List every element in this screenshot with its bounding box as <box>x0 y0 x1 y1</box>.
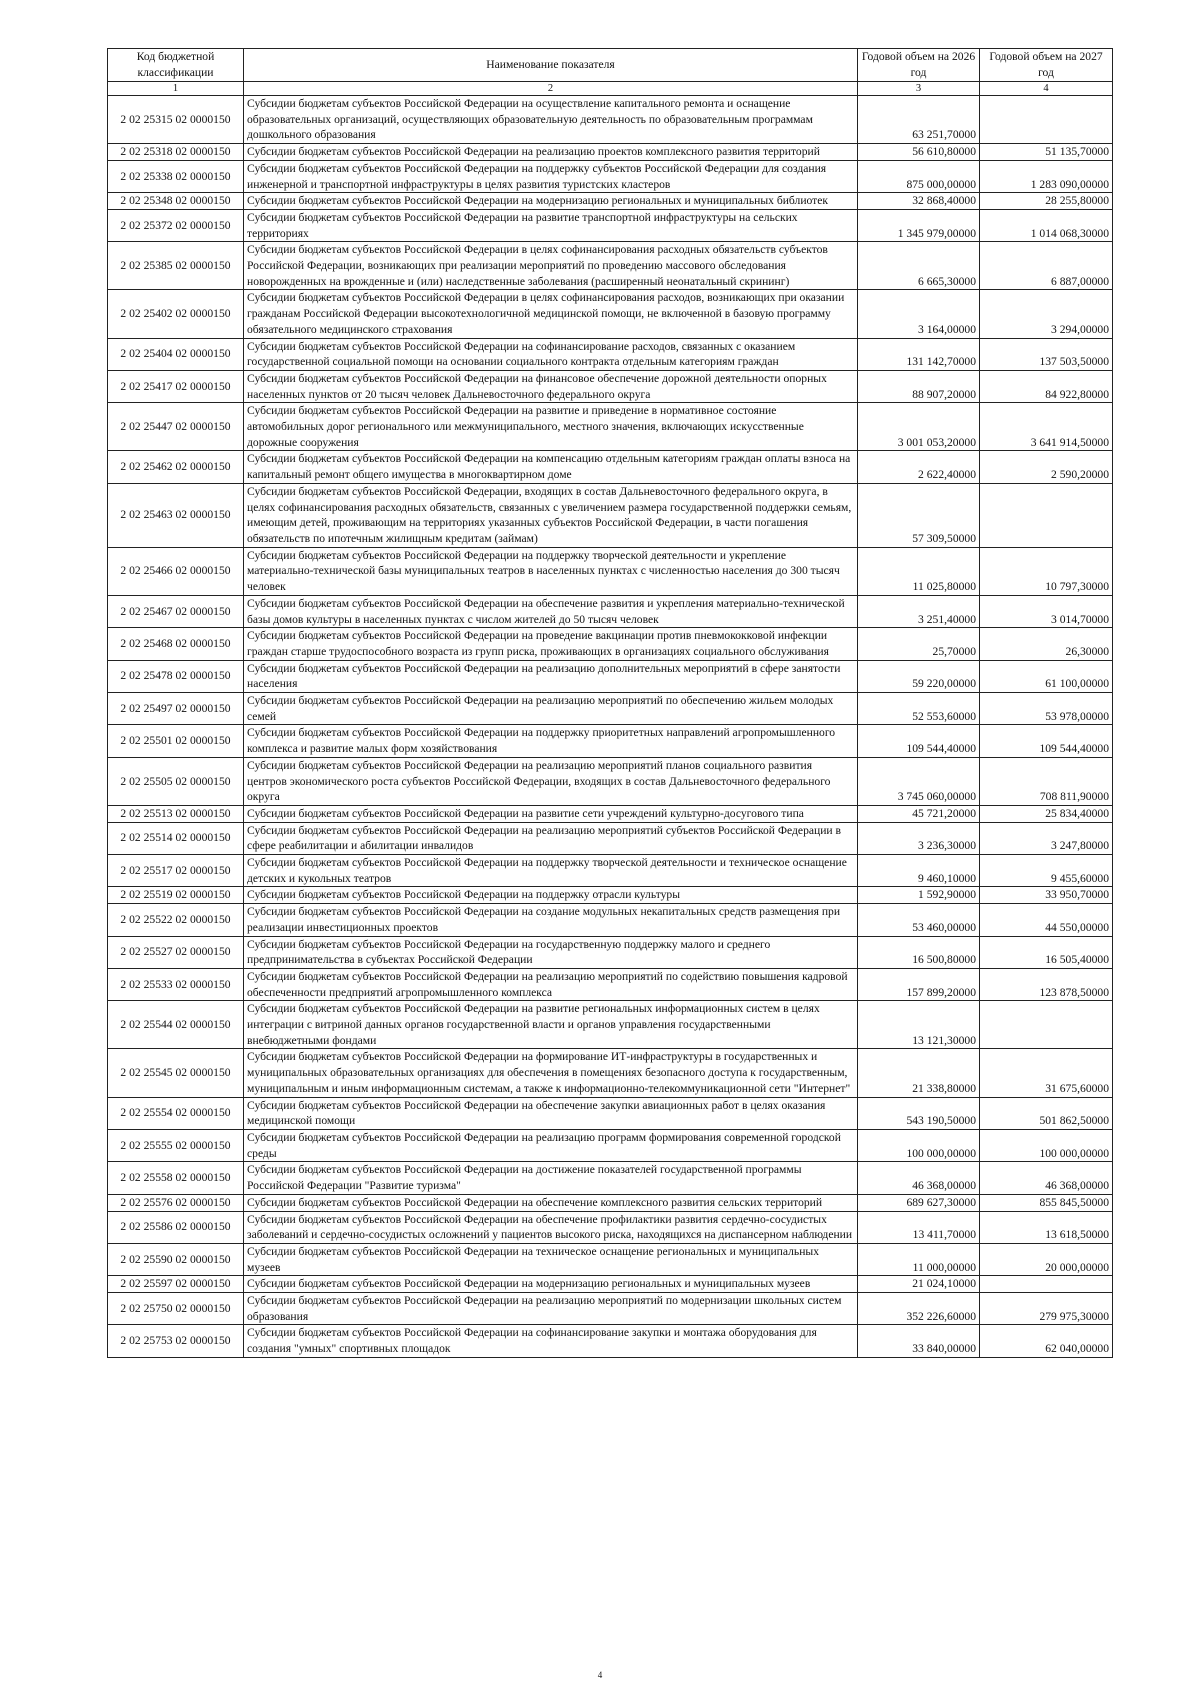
row-code: 2 02 25467 02 0000150 <box>108 595 244 627</box>
row-value-2026: 25,70000 <box>858 628 980 660</box>
row-name: Субсидии бюджетам субъектов Российской Федерации на реализацию мероприятий по содействию повышения кадровой обеспеченности предприятий агропромышленного комплекса <box>244 968 858 1000</box>
row-code: 2 02 25590 02 0000150 <box>108 1243 244 1275</box>
row-value-2027 <box>980 1001 1113 1049</box>
table-row <box>108 1293 1113 1325</box>
row-name: Субсидии бюджетам субъектов Российской Федерации в целях софинансирования расходных обязательств субъектов Российской Федерации, возникающих при реализации мероприятий по проведению массового обследования новорожденных на врожденные и (или) наследственные заболевания (расширенный неонатальный скрининг) <box>244 242 858 290</box>
table-row <box>108 693 1113 725</box>
row-value-2027: 28 255,80000 <box>980 193 1113 210</box>
row-name: Субсидии бюджетам субъектов Российской Федерации на развитие сети учреждений культурно-досугового типа <box>244 805 858 822</box>
row-value-2027: 6 887,00000 <box>980 242 1113 290</box>
row-code: 2 02 25519 02 0000150 <box>108 887 244 904</box>
row-name: Субсидии бюджетам субъектов Российской Федерации на компенсацию отдельным категориям граждан оплаты взноса на капитальный ремонт общего имущества в многоквартирном доме <box>244 451 858 483</box>
row-code: 2 02 25558 02 0000150 <box>108 1162 244 1194</box>
row-value-2027: 1 014 068,30000 <box>980 209 1113 241</box>
row-value-2026: 21 338,80000 <box>858 1049 980 1097</box>
row-name: Субсидии бюджетам субъектов Российской Федерации на развитие региональных информационных систем в целях интеграции с витриной данных органов государственной власти и органов управления государственными внебюджетными фондами <box>244 1001 858 1049</box>
row-value-2026: 11 000,00000 <box>858 1243 980 1275</box>
table-row <box>108 290 1113 338</box>
row-code: 2 02 25522 02 0000150 <box>108 904 244 936</box>
row-value-2026: 3 251,40000 <box>858 595 980 627</box>
row-value-2027: 100 000,00000 <box>980 1130 1113 1162</box>
table-row <box>108 96 1113 144</box>
row-code: 2 02 25417 02 0000150 <box>108 370 244 402</box>
row-name: Субсидии бюджетам субъектов Российской Федерации на обеспечение развития и укрепления материально-технической базы домов культуры в населенных пунктах с числом жителей до 50 тысяч человек <box>244 595 858 627</box>
row-code: 2 02 25447 02 0000150 <box>108 403 244 451</box>
row-value-2026: 3 236,30000 <box>858 822 980 854</box>
table-row <box>108 209 1113 241</box>
row-value-2027: 13 618,50000 <box>980 1211 1113 1243</box>
table-row <box>108 904 1113 936</box>
row-name: Субсидии бюджетам субъектов Российской Федерации на обеспечение профилактики развития сердечно-сосудистых заболеваний и сердечно-сосудистых осложнений у пациентов высокого риска, находящихся на диспансерном наблюдении <box>244 1211 858 1243</box>
row-value-2027: 3 294,00000 <box>980 290 1113 338</box>
row-value-2026: 13 121,30000 <box>858 1001 980 1049</box>
row-value-2027: 26,30000 <box>980 628 1113 660</box>
table-row <box>108 242 1113 290</box>
row-name: Субсидии бюджетам субъектов Российской Федерации на реализацию мероприятий планов социального развития центров экономического роста субъектов Российской Федерации, входящих в состав Дальневосточного федерального округа <box>244 757 858 805</box>
row-code: 2 02 25750 02 0000150 <box>108 1293 244 1325</box>
row-name: Субсидии бюджетам субъектов Российской Федерации на поддержку приоритетных направлений агропромышленного комплекса и развитие малых форм хозяйствования <box>244 725 858 757</box>
row-value-2026: 543 190,50000 <box>858 1097 980 1129</box>
row-name: Субсидии бюджетам субъектов Российской Федерации на государственную поддержку малого и среднего предпринимательства в субъектах Российской Федерации <box>244 936 858 968</box>
header-name: Наименование показателя <box>244 49 858 82</box>
header-2027: Годовой объем на 2027 год <box>980 49 1113 82</box>
row-value-2026: 32 868,40000 <box>858 193 980 210</box>
row-code: 2 02 25404 02 0000150 <box>108 338 244 370</box>
row-value-2027: 855 845,50000 <box>980 1194 1113 1211</box>
row-value-2027: 16 505,40000 <box>980 936 1113 968</box>
row-value-2026: 352 226,60000 <box>858 1293 980 1325</box>
row-name: Субсидии бюджетам субъектов Российской Федерации на реализацию мероприятий субъектов Российской Федерации в сфере реабилитации и абилитации инвалидов <box>244 822 858 854</box>
row-name: Субсидии бюджетам субъектов Российской Федерации на создание модульных некапитальных средств размещения при реализации инвестиционных проектов <box>244 904 858 936</box>
row-value-2026: 13 411,70000 <box>858 1211 980 1243</box>
table-row <box>108 1276 1113 1293</box>
column-number: 2 <box>244 82 858 96</box>
row-value-2026: 689 627,30000 <box>858 1194 980 1211</box>
row-value-2027: 501 862,50000 <box>980 1097 1113 1129</box>
row-value-2027 <box>980 96 1113 144</box>
row-value-2027: 1 283 090,00000 <box>980 160 1113 192</box>
table-row <box>108 370 1113 402</box>
table-row <box>108 822 1113 854</box>
header-2026: Годовой объем на 2026 год <box>858 49 980 82</box>
row-code: 2 02 25555 02 0000150 <box>108 1130 244 1162</box>
row-value-2026: 109 544,40000 <box>858 725 980 757</box>
row-value-2026: 52 553,60000 <box>858 693 980 725</box>
row-name: Субсидии бюджетам субъектов Российской Федерации на обеспечение комплексного развития сельских территорий <box>244 1194 858 1211</box>
column-number: 4 <box>980 82 1113 96</box>
row-value-2027: 61 100,00000 <box>980 660 1113 692</box>
row-code: 2 02 25466 02 0000150 <box>108 547 244 595</box>
row-value-2026: 59 220,00000 <box>858 660 980 692</box>
row-value-2027 <box>980 483 1113 547</box>
row-value-2026: 57 309,50000 <box>858 483 980 547</box>
table-row <box>108 1194 1113 1211</box>
table-row <box>108 725 1113 757</box>
row-code: 2 02 25318 02 0000150 <box>108 144 244 161</box>
budget-table <box>107 48 1113 1358</box>
table-row <box>108 1001 1113 1049</box>
row-value-2026: 9 460,10000 <box>858 855 980 887</box>
row-value-2026: 3 001 053,20000 <box>858 403 980 451</box>
row-code: 2 02 25527 02 0000150 <box>108 936 244 968</box>
row-value-2026: 11 025,80000 <box>858 547 980 595</box>
row-value-2027 <box>980 1276 1113 1293</box>
row-value-2027: 279 975,30000 <box>980 1293 1113 1325</box>
row-value-2026: 53 460,00000 <box>858 904 980 936</box>
row-value-2026: 88 907,20000 <box>858 370 980 402</box>
row-value-2027: 84 922,80000 <box>980 370 1113 402</box>
row-value-2026: 45 721,20000 <box>858 805 980 822</box>
row-value-2027: 20 000,00000 <box>980 1243 1113 1275</box>
row-name: Субсидии бюджетам субъектов Российской Федерации на развитие и приведение в нормативное состояние автомобильных дорог регионального или межмуниципального, местного значения, включающих искусственные дорожные сооружения <box>244 403 858 451</box>
row-name: Субсидии бюджетам субъектов Российской Федерации на достижение показателей государственной программы Российской Федерации "Развитие туризма" <box>244 1162 858 1194</box>
row-name: Субсидии бюджетам субъектов Российской Федерации, входящих в состав Дальневосточного федерального округа, в целях софинансирования расходных обязательств, связанных с увеличением размера государственной поддержки семьям, имеющим детей, проживающим на территориях указанных субъектов Российской Федерации, в части погашения обязательств по ипотечным жилищным кредитам (займам) <box>244 483 858 547</box>
row-code: 2 02 25348 02 0000150 <box>108 193 244 210</box>
table-row <box>108 144 1113 161</box>
table-row <box>108 628 1113 660</box>
table-row <box>108 451 1113 483</box>
row-code: 2 02 25597 02 0000150 <box>108 1276 244 1293</box>
row-name: Субсидии бюджетам субъектов Российской Федерации на реализацию проектов комплексного развития территорий <box>244 144 858 161</box>
row-value-2026: 3 164,00000 <box>858 290 980 338</box>
row-code: 2 02 25517 02 0000150 <box>108 855 244 887</box>
row-name: Субсидии бюджетам субъектов Российской Федерации на проведение вакцинации против пневмококковой инфекции граждан старше трудоспособного возраста из групп риска, проживающих в организациях социального обслуживания <box>244 628 858 660</box>
row-value-2026: 1 345 979,00000 <box>858 209 980 241</box>
row-code: 2 02 25554 02 0000150 <box>108 1097 244 1129</box>
row-code: 2 02 25514 02 0000150 <box>108 822 244 854</box>
header-row <box>108 49 1113 82</box>
table-row <box>108 1211 1113 1243</box>
row-value-2026: 3 745 060,00000 <box>858 757 980 805</box>
table-row <box>108 160 1113 192</box>
row-value-2027: 2 590,20000 <box>980 451 1113 483</box>
table-row <box>108 1325 1113 1357</box>
row-value-2027: 3 014,70000 <box>980 595 1113 627</box>
row-value-2027: 3 247,80000 <box>980 822 1113 854</box>
row-value-2026: 56 610,80000 <box>858 144 980 161</box>
row-name: Субсидии бюджетам субъектов Российской Федерации на формирование ИТ-инфраструктуры в государственных и муниципальных образовательных организациях для обеспечения в помещениях безопасного доступа к государственным, муниципальным и иным информационным системам, а также к информационно-телекоммуникационной сети "Интернет" <box>244 1049 858 1097</box>
row-code: 2 02 25505 02 0000150 <box>108 757 244 805</box>
row-name: Субсидии бюджетам субъектов Российской Федерации на финансовое обеспечение дорожной деятельности опорных населенных пунктов от 20 тысяч человек Дальневосточного федерального округа <box>244 370 858 402</box>
row-name: Субсидии бюджетам субъектов Российской Федерации на осуществление капитального ремонта и оснащение образовательных организаций, осуществляющих образовательную деятельность по образовательным программам дошкольного образования <box>244 96 858 144</box>
row-name: Субсидии бюджетам субъектов Российской Федерации на модернизацию региональных и муниципальных музеев <box>244 1276 858 1293</box>
row-value-2027: 10 797,30000 <box>980 547 1113 595</box>
row-code: 2 02 25385 02 0000150 <box>108 242 244 290</box>
table-row <box>108 595 1113 627</box>
row-value-2027: 137 503,50000 <box>980 338 1113 370</box>
table-row <box>108 338 1113 370</box>
row-value-2026: 100 000,00000 <box>858 1130 980 1162</box>
column-number: 1 <box>108 82 244 96</box>
table-row <box>108 660 1113 692</box>
row-code: 2 02 25586 02 0000150 <box>108 1211 244 1243</box>
table-row <box>108 1097 1113 1129</box>
row-code: 2 02 25338 02 0000150 <box>108 160 244 192</box>
row-value-2027: 31 675,60000 <box>980 1049 1113 1097</box>
row-code: 2 02 25545 02 0000150 <box>108 1049 244 1097</box>
row-value-2027: 9 455,60000 <box>980 855 1113 887</box>
row-value-2027: 3 641 914,50000 <box>980 403 1113 451</box>
row-value-2027: 53 978,00000 <box>980 693 1113 725</box>
row-code: 2 02 25372 02 0000150 <box>108 209 244 241</box>
table-row <box>108 887 1113 904</box>
row-value-2026: 1 592,90000 <box>858 887 980 904</box>
row-value-2026: 21 024,10000 <box>858 1276 980 1293</box>
row-value-2026: 16 500,80000 <box>858 936 980 968</box>
row-code: 2 02 25513 02 0000150 <box>108 805 244 822</box>
row-value-2026: 157 899,20000 <box>858 968 980 1000</box>
row-code: 2 02 25463 02 0000150 <box>108 483 244 547</box>
row-value-2026: 63 251,70000 <box>858 96 980 144</box>
row-name: Субсидии бюджетам субъектов Российской Федерации на поддержку отрасли культуры <box>244 887 858 904</box>
row-value-2026: 131 142,70000 <box>858 338 980 370</box>
row-name: Субсидии бюджетам субъектов Российской Федерации на развитие транспортной инфраструктуры на сельских территориях <box>244 209 858 241</box>
row-value-2026: 2 622,40000 <box>858 451 980 483</box>
table-row <box>108 1130 1113 1162</box>
row-value-2027: 33 950,70000 <box>980 887 1113 904</box>
row-name: Субсидии бюджетам субъектов Российской Федерации на обеспечение закупки авиационных работ в целях оказания медицинской помощи <box>244 1097 858 1129</box>
row-value-2027: 123 878,50000 <box>980 968 1113 1000</box>
row-name: Субсидии бюджетам субъектов Российской Федерации на техническое оснащение региональных и муниципальных музеев <box>244 1243 858 1275</box>
row-name: Субсидии бюджетам субъектов Российской Федерации на реализацию программ формирования современной городской среды <box>244 1130 858 1162</box>
row-code: 2 02 25544 02 0000150 <box>108 1001 244 1049</box>
row-value-2026: 33 840,00000 <box>858 1325 980 1357</box>
row-code: 2 02 25576 02 0000150 <box>108 1194 244 1211</box>
table-row <box>108 403 1113 451</box>
row-name: Субсидии бюджетам субъектов Российской Федерации на софинансирование расходов, связанных с оказанием государственной социальной помощи на основании социального контракта отдельным категориям граждан <box>244 338 858 370</box>
table-row <box>108 968 1113 1000</box>
row-value-2027: 46 368,00000 <box>980 1162 1113 1194</box>
row-code: 2 02 25497 02 0000150 <box>108 693 244 725</box>
table-row <box>108 483 1113 547</box>
row-name: Субсидии бюджетам субъектов Российской Федерации на модернизацию региональных и муниципальных библиотек <box>244 193 858 210</box>
row-value-2027: 44 550,00000 <box>980 904 1113 936</box>
table-row <box>108 855 1113 887</box>
row-code: 2 02 25478 02 0000150 <box>108 660 244 692</box>
row-code: 2 02 25533 02 0000150 <box>108 968 244 1000</box>
row-name: Субсидии бюджетам субъектов Российской Федерации на поддержку творческой деятельности и техническое оснащение детских и кукольных театров <box>244 855 858 887</box>
table-row <box>108 547 1113 595</box>
row-name: Субсидии бюджетам субъектов Российской Федерации на реализацию мероприятий по обеспечению жильем молодых семей <box>244 693 858 725</box>
column-number-row <box>108 82 1113 96</box>
row-code: 2 02 25315 02 0000150 <box>108 96 244 144</box>
row-code: 2 02 25402 02 0000150 <box>108 290 244 338</box>
table-row <box>108 757 1113 805</box>
row-code: 2 02 25501 02 0000150 <box>108 725 244 757</box>
table-row <box>108 1049 1113 1097</box>
row-value-2026: 46 368,00000 <box>858 1162 980 1194</box>
table-row <box>108 193 1113 210</box>
row-name: Субсидии бюджетам субъектов Российской Федерации на софинансирование закупки и монтажа оборудования для создания "умных" спортивных площадок <box>244 1325 858 1357</box>
row-name: Субсидии бюджетам субъектов Российской Федерации на реализацию дополнительных мероприятий в сфере занятости населения <box>244 660 858 692</box>
row-value-2027: 62 040,00000 <box>980 1325 1113 1357</box>
table-row <box>108 805 1113 822</box>
table-row <box>108 1162 1113 1194</box>
row-value-2026: 6 665,30000 <box>858 242 980 290</box>
page-number: 4 <box>597 1670 603 1680</box>
row-code: 2 02 25468 02 0000150 <box>108 628 244 660</box>
row-value-2027: 51 135,70000 <box>980 144 1113 161</box>
table-body <box>108 96 1113 1358</box>
row-value-2027: 25 834,40000 <box>980 805 1113 822</box>
row-code: 2 02 25753 02 0000150 <box>108 1325 244 1357</box>
row-value-2027: 708 811,90000 <box>980 757 1113 805</box>
table-row <box>108 1243 1113 1275</box>
row-name: Субсидии бюджетам субъектов Российской Федерации на поддержку субъектов Российской Федерации для создания инженерной и транспортной инфраструктуры в целях развития туристских кластеров <box>244 160 858 192</box>
row-value-2027: 109 544,40000 <box>980 725 1113 757</box>
table-row <box>108 936 1113 968</box>
header-code: Код бюджетной классификации <box>108 49 244 82</box>
row-value-2026: 875 000,00000 <box>858 160 980 192</box>
row-name: Субсидии бюджетам субъектов Российской Федерации на поддержку творческой деятельности и укрепление материально-технической базы муниципальных театров в населенных пунктах с численностью населения до 300 тысяч человек <box>244 547 858 595</box>
row-code: 2 02 25462 02 0000150 <box>108 451 244 483</box>
row-name: Субсидии бюджетам субъектов Российской Федерации на реализацию мероприятий по модернизации школьных систем образования <box>244 1293 858 1325</box>
row-name: Субсидии бюджетам субъектов Российской Федерации в целях софинансирования расходов, возникающих при оказании гражданам Российской Федерации высокотехнологичной медицинской помощи, не включенной в базовую программу обязательного медицинского страхования <box>244 290 858 338</box>
column-number: 3 <box>858 82 980 96</box>
